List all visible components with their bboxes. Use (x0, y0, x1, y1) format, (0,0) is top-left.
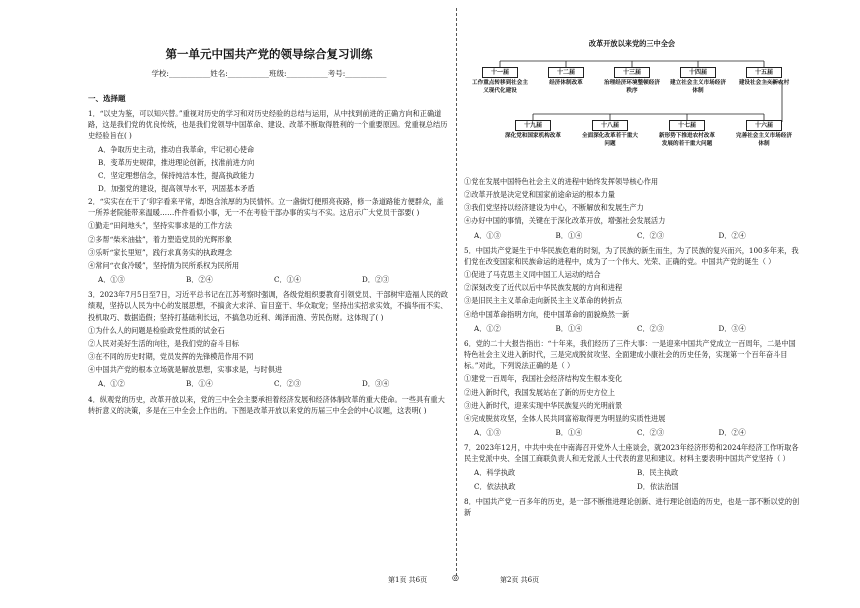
plenum-node-19 (505, 120, 561, 141)
question-3: 3．2023年7月5日至7日，习近平总书记在江苏考察时强调，各级党组织要教育引领党员、干部树牢造福人民的政绩观，坚持以人民为中心的发展思想，不搞贪大求洋、盲目蛮干、华众取宠；坚持出实招求实效，不搞华而不实、投机取巧、数据造假；坚持打基础利长远，不搞急功近利、竭泽而渔、劳民伤财。这体现了( ) (88, 290, 449, 322)
q5-choices (474, 323, 800, 334)
diagram-connectors (464, 34, 800, 172)
q3-item: ②人民对美好生活的向往，是我们党的奋斗目标 (88, 338, 239, 348)
plenum-topic: 建设社会主义新农村 (738, 80, 790, 86)
page-title: 第一单元中国共产党的领导综合复习训练 (165, 47, 373, 61)
q4-item: ④办好中国的事情，关键在于深化改革开放，增强社会发展活力 (464, 216, 666, 226)
plenum-tag: 十七届 (669, 120, 705, 131)
question-6: 6．党的二十大报告指出：“十年来，我们经历了三件大事：一是迎来中国共产党成立一百周年，二是中国特色社会主义进入新时代，三是完成脱贫攻坚、全面建成小康社会的历史任务，实现第一个百年奋斗目标。”对此，下列说法正确的是（ ） (464, 338, 796, 371)
q6-choice-b: B．①④ (555, 427, 583, 437)
q5-item: ④给中国革命指明方向，使中国革命的面貌焕然一新 (464, 309, 630, 319)
plenum-topic: 建立社会主义市场经济体制 (670, 80, 726, 94)
q3-choice-c: C．②③ (274, 379, 302, 389)
page-left (88, 34, 450, 418)
page-divider (456, 8, 457, 576)
q6-choice-d: D．②④ (718, 427, 746, 437)
q6-choice-a: A．①③ (474, 427, 501, 437)
plenum-node-18 (582, 120, 638, 148)
plenum-tag: 十一届 (482, 67, 518, 78)
q3-choice-b: B．①④ (186, 379, 213, 389)
q7-choice-d: D．依法治国 (637, 481, 679, 491)
question-1: 1．“以史为鉴，可以知兴替。”重视对历史的学习和对历史经验的总结与运用，从中找到前进的正确方向和正确道路，这是我们党的优良传统，也是我们党领导中国革命、建设、改革不断取得胜利的一个重要原因。党重视总结历史经验旨在( ) (88, 109, 448, 141)
q1-option-c: C．坚定理想信念，保持纯洁本性，提高执政能力 (98, 170, 255, 180)
plenum-topic: 工作重点转移到社会主义现代化建设 (472, 80, 528, 94)
q6-item: ④完成脱贫攻坚，全体人民共同富裕取得更为明显的实质性进展 (464, 413, 666, 423)
q2-choices (98, 274, 450, 285)
page-number-right: 第2页 共6页 (500, 576, 540, 584)
q2-item: ③乐听“家长里短”，践行求真务实的执政理念 (88, 247, 232, 257)
q4-item: ①党在发展中国特色社会主义的进程中始终发挥领导核心作用 (464, 177, 659, 186)
q3-item: ④中国共产党的根本立场就是解放思想，实事求是，与时俱进 (88, 365, 283, 375)
section-heading: 一、选择题 (88, 94, 126, 104)
q5-choice-a: A．①② (474, 323, 501, 333)
q5-item: ②深刻改变了近代以后中华民族发展的方向和进程 (464, 283, 623, 293)
q3-choice-a: A．①② (98, 379, 125, 389)
plenum-tag: 十四届 (680, 67, 716, 78)
q1-option-b: B．变革历史规律，推进理论创新，找准前进方向 (98, 157, 255, 167)
question-2: 2．“实实在在干了‘卯字看来平常，却饱含浓厚的为民情怀。立一盏街灯便照亮夜路，修一条道路能方便群众，盖一所养老院能带来温暖……件件看似小事，无一不在考验干部办事的实与不实。这启示广大党员干部要( ) (88, 197, 444, 218)
plenum-node-15 (736, 67, 792, 88)
q2-item: ①勤走“田间地头”，坚持实事求是的工作方法 (88, 221, 232, 231)
plenum-topic: 经济体制改革 (549, 80, 583, 86)
q4-item: ②改革开放是决定党和国家前途命运的根本力量 (464, 190, 615, 200)
q7-choice-a: A．科学执政 (474, 468, 516, 478)
plenum-topic: 治理经济环境整顿经济秩序 (604, 80, 660, 94)
plenum-node-17 (659, 120, 715, 148)
plenum-tag: 十六届 (746, 120, 782, 131)
q1-option-d: D．加强党的建设，提高领导水平，巩固基本矛盾 (98, 184, 255, 193)
q6-item: ③进入新时代，迎来实现中华民族复兴的光明前景 (464, 400, 623, 410)
q3-item: ①为什么人的问题是检验政党性质的试金石 (88, 325, 225, 335)
q2-choice-d: D．②③ (362, 275, 390, 285)
q4-choices (474, 230, 800, 241)
plenum-node-13 (604, 67, 660, 95)
plenum-tag: 十五届 (746, 67, 782, 78)
q5-item: ③是旧民主主义革命走向新民主主义革命的转折点 (464, 296, 623, 306)
student-info-line: 学校:___________姓名:___________班级:___________考号:___________ (151, 68, 387, 78)
q2-choice-b: B．②④ (186, 275, 213, 285)
q4-item: ③我们党坚持以经济建设为中心，不断解放和发展生产力 (464, 203, 644, 213)
plenum-topic: 深化党和国家机构改革 (505, 133, 561, 139)
q2-choice-a: A．①③ (98, 275, 125, 285)
plenum-topic: 完善社会主义市场经济体制 (736, 133, 792, 147)
q7-choices (474, 467, 800, 491)
q6-choice-c: C．②③ (637, 427, 665, 437)
q5-choice-d: D．③④ (718, 323, 746, 333)
q3-item: ③在不同的历史时期，党员发挥的先锋模范作用不同 (88, 352, 254, 362)
q7-choice-c: C．依法执政 (474, 481, 516, 491)
question-8: 8．中国共产党一百多年的历史，是一部不断推进理论创新、进行理论创造的历史，也是一部不断以党的创新 (464, 496, 800, 517)
plenum-node-14 (670, 67, 726, 95)
plenum-tag: 十二届 (548, 67, 584, 78)
page-right (464, 34, 800, 520)
question-7: 7．2023年12月，中共中央在中南海召开党外人士座谈会，就2023年经济形势和2024年经济工作听取各民主党派中央、全国工商联负责人和无党派人士代表的意见和建议。材料主要表明中国共产党坚持（ ） (464, 443, 799, 464)
q1-option-a: A．争取历史主动，推动自我革命，牢记初心使命 (98, 144, 255, 154)
plenum-topic: 全面深化改革若干重大问题 (582, 133, 638, 147)
page-number-left: 第1页 共6页 (388, 576, 428, 584)
plenum-topic: 新形势下推进农村改革发展的若干重大问题 (659, 133, 715, 147)
q6-item: ②进入新时代，我国发展站在了新的历史方位上 (464, 387, 615, 397)
plenum-node-12 (538, 67, 594, 88)
plenum-node-16 (736, 120, 792, 148)
q5-choice-c: C．②③ (637, 323, 665, 333)
plenum-tag: 十八届 (592, 120, 628, 131)
q3-choice-d: D．③④ (362, 379, 390, 389)
q4-choice-d: D．②④ (718, 230, 746, 240)
question-4: 4．纵观党的历史，改革开放以来，党的三中全会主要承担着经济发展和经济体制改革的重大使命。一些具有重大转折意义的决策，多是在三中全会上作出的。下图是改革开放以来党的历届三中全会的中心议题，这表明( ) (88, 394, 445, 415)
q5-choice-b: B．①④ (555, 323, 583, 333)
q5-item: ①促进了马克思主义同中国工人运动的结合 (464, 270, 601, 280)
plenum-node-11 (472, 67, 528, 95)
q4-choice-b: B．①④ (555, 230, 583, 240)
q4-choice-c: C．②③ (637, 230, 665, 240)
q2-item: ②多帮“柴米油盐”，着力塑造党员的光辉形象 (88, 234, 232, 244)
q4-choice-a: A．①③ (474, 230, 501, 240)
plenum-tag: 十九届 (515, 120, 551, 131)
q3-choices (98, 378, 450, 389)
q6-choices (474, 427, 800, 438)
q7-choice-b: B．民主执政 (637, 468, 679, 478)
plenum-tag: 十三届 (614, 67, 650, 78)
diagram-title: 改革开放以来党的三中全会 (588, 39, 676, 48)
q2-choice-c: C．①④ (274, 275, 302, 285)
question-5: 5．中国共产党诞生于中华民族危难的时刻，为了民族的新生而生，为了民族的复兴而兴，100多年来，我们党在改变国家和民族命运的进程中，成为了一个伟大、光荣、正确的党。中国共产党的诞生（ ） (464, 245, 799, 266)
q2-item: ④常问“衣食冷暖”，坚持情为民所系权为民所用 (88, 260, 240, 270)
binding-mark: ◎ (452, 573, 459, 582)
q6-item: ①建党一百周年，我国社会经济结构发生根本变化 (464, 374, 623, 384)
plenum-diagram (464, 34, 800, 172)
